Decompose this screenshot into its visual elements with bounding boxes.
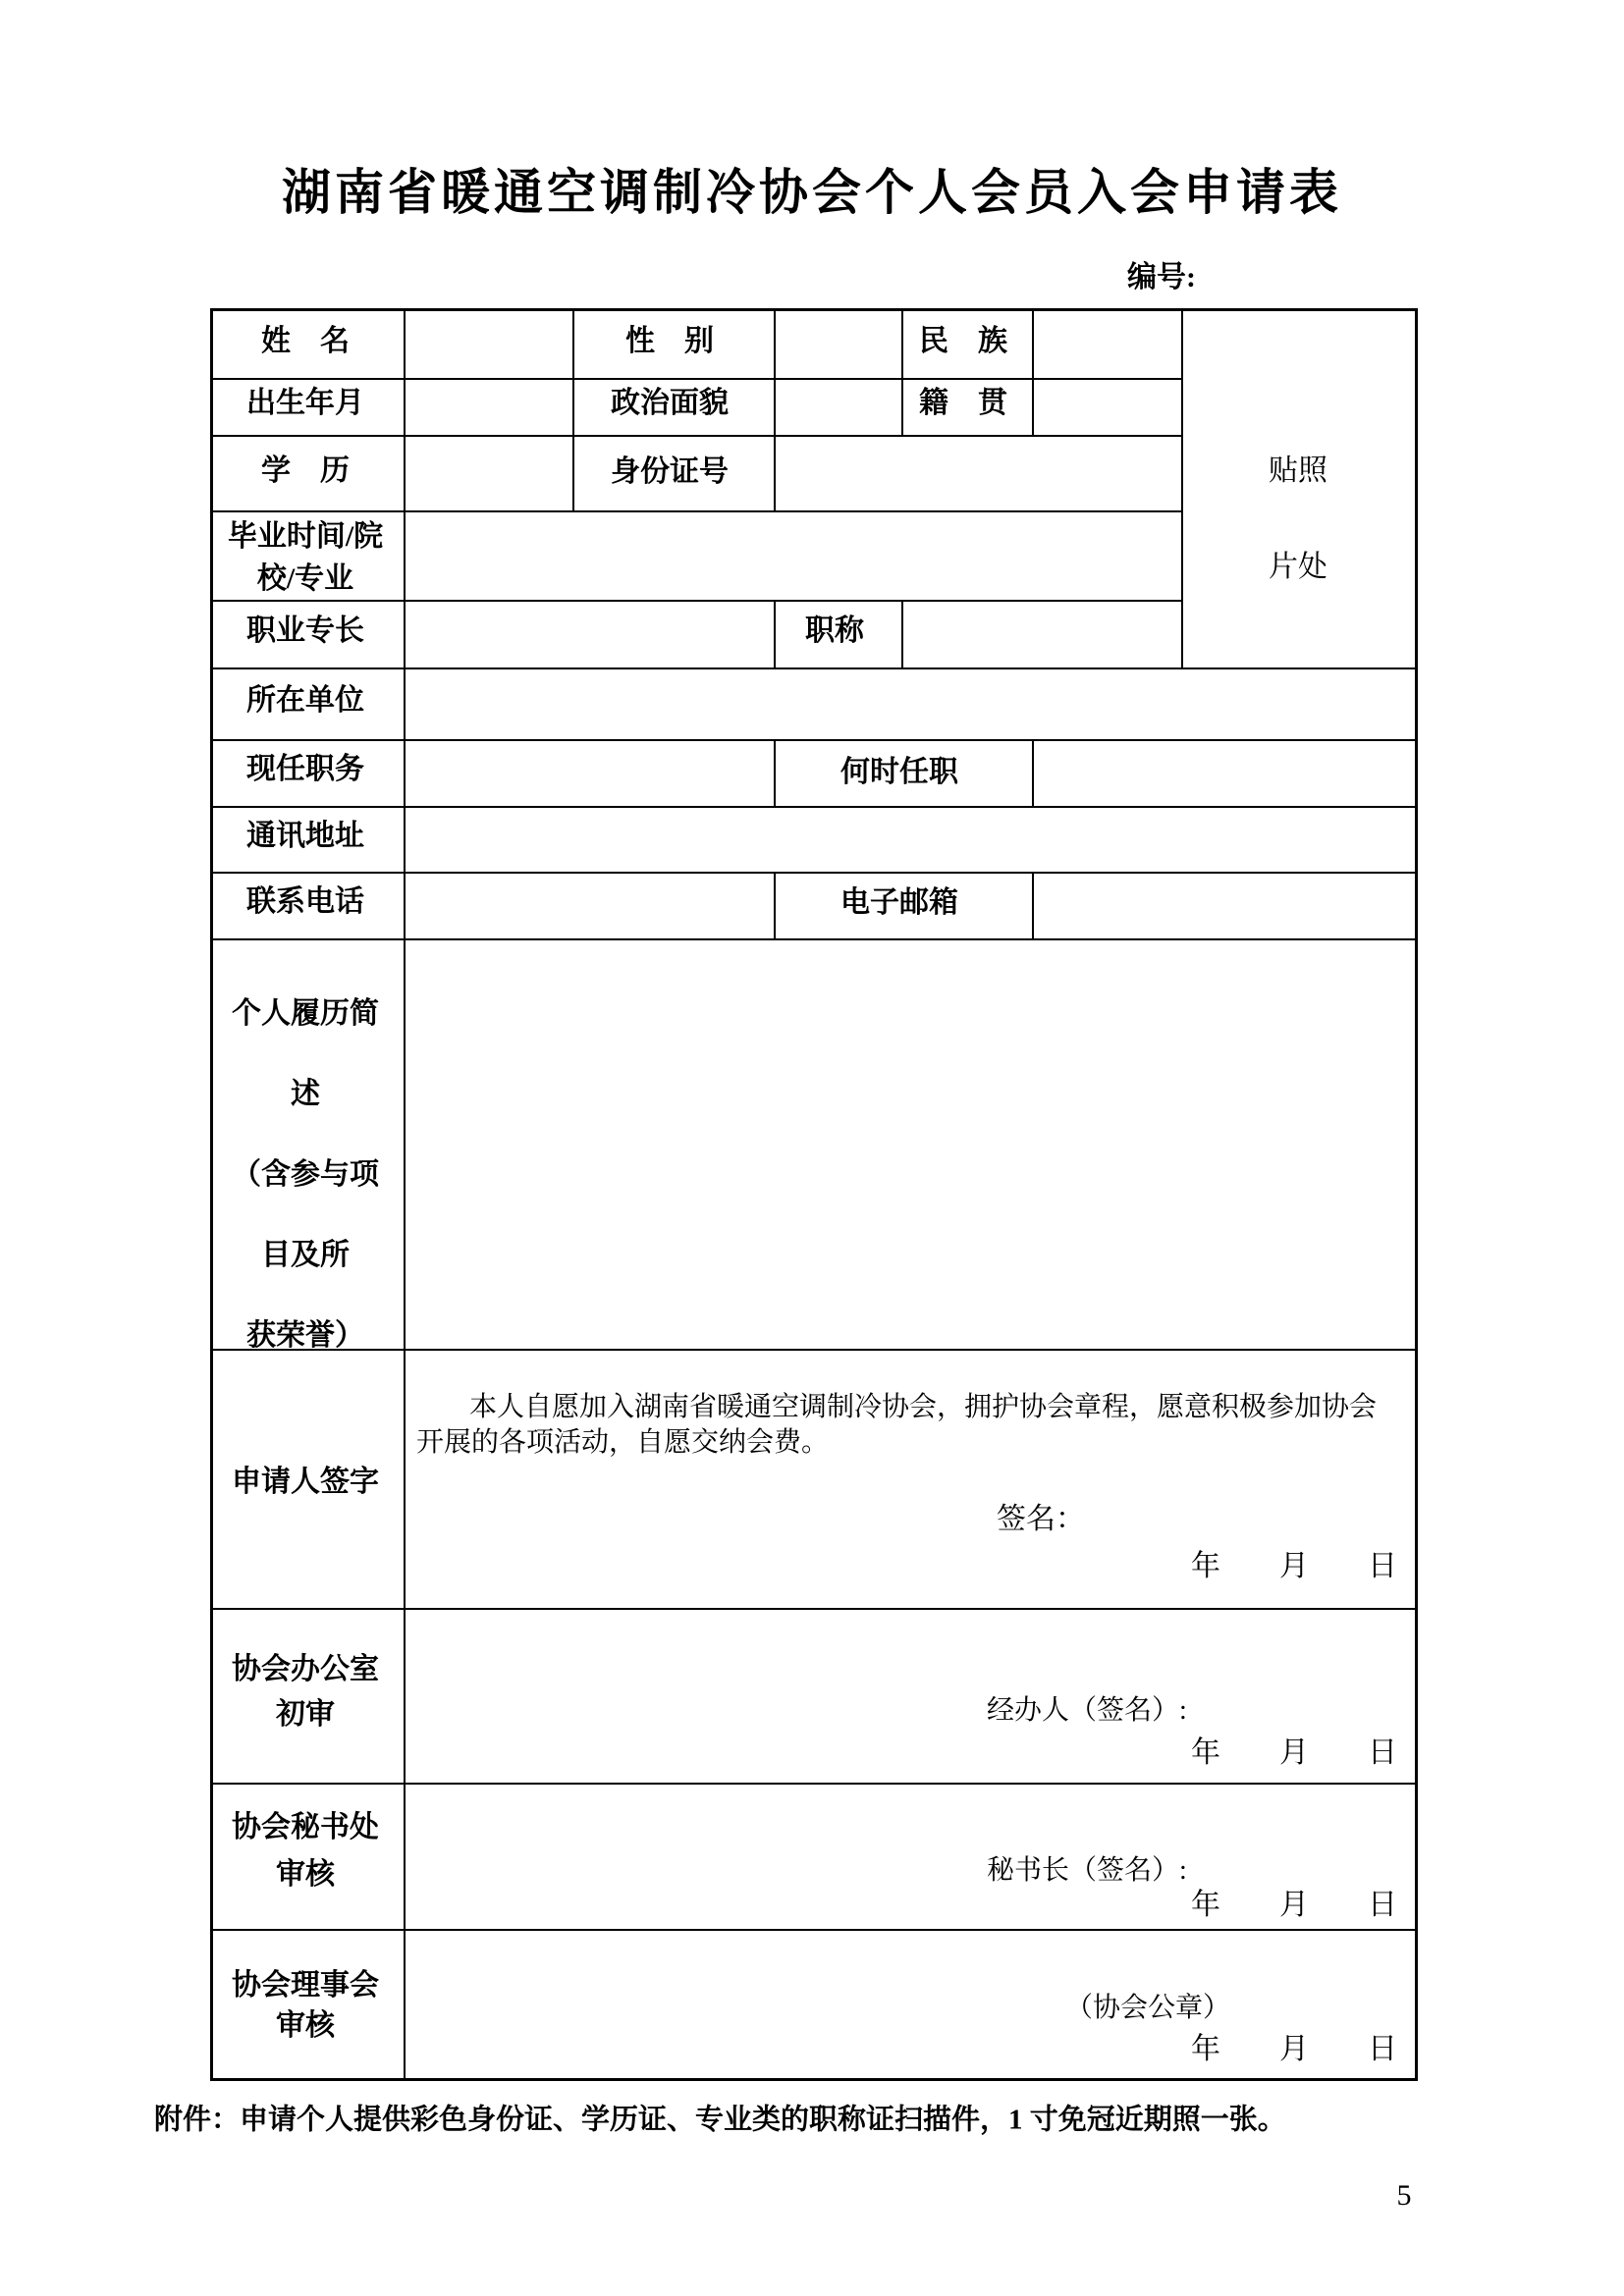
office-review-label-line1: 协会办公室 xyxy=(232,1653,379,1685)
resume-label-line4: 目及所 xyxy=(261,1239,350,1271)
education-label: 学 历 xyxy=(261,454,350,487)
applicant-sign-label: 申请人签字 xyxy=(232,1466,379,1498)
mailing-address-value-cell xyxy=(401,803,1418,869)
email-value-cell xyxy=(1029,869,1418,935)
date-line-council: 年 月 日 xyxy=(1191,2033,1397,2065)
job-title-label: 职称 xyxy=(805,614,864,647)
pledge-line2: 开展的各项活动，自愿交纳会费。 xyxy=(416,1427,830,1458)
grid-line xyxy=(774,739,776,806)
resume-label-line2: 述 xyxy=(291,1078,320,1110)
current-position-label: 现任职务 xyxy=(246,753,364,785)
email-label: 电子邮箱 xyxy=(840,886,958,919)
current-position-value-cell xyxy=(401,736,771,803)
work-unit-value-cell xyxy=(401,665,1418,736)
pledge-line1: 本人自愿加入湖南省暖通空调制冷协会，拥护协会章程，愿意积极参加协会 xyxy=(469,1392,1378,1422)
date-line-office: 年 月 日 xyxy=(1191,1736,1397,1769)
grid-line xyxy=(774,600,776,667)
tenure-time-value-cell xyxy=(1029,736,1418,803)
page-number: 5 xyxy=(1396,2179,1412,2212)
graduation-label-line1: 毕业时间/院 xyxy=(227,520,384,553)
photo-label-line1: 贴照 xyxy=(1269,454,1327,487)
name-value-cell xyxy=(401,308,569,375)
political-status-value-cell xyxy=(771,375,898,432)
signature-label: 签名： xyxy=(997,1503,1085,1535)
grid-line xyxy=(774,872,776,938)
office-review-label-line2: 初审 xyxy=(276,1698,335,1731)
name-label: 姓 名 xyxy=(261,325,350,357)
native-place-value-cell xyxy=(1029,375,1178,432)
secretary-signature-label: 秘书长（签名）: xyxy=(987,1855,1187,1886)
birth-date-label: 出生年月 xyxy=(246,387,364,419)
native-place-label: 籍 贯 xyxy=(919,387,1007,419)
education-value-cell xyxy=(401,432,569,507)
council-review-label-line2: 审核 xyxy=(276,2009,335,2042)
gender-value-cell xyxy=(771,308,898,375)
tenure-time-label: 何时任职 xyxy=(840,756,958,788)
graduation-value-cell xyxy=(401,507,1178,597)
secretariat-review-label-line2: 审核 xyxy=(276,1858,335,1891)
work-unit-label: 所在单位 xyxy=(246,684,364,717)
job-title-value-cell xyxy=(898,597,1178,665)
handler-signature-label: 经办人（签名）: xyxy=(987,1695,1187,1726)
phone-value-cell xyxy=(401,869,771,935)
phone-label: 联系电话 xyxy=(246,885,364,918)
ethnicity-label: 民 族 xyxy=(919,325,1007,357)
political-status-label: 政治面貌 xyxy=(611,387,729,419)
id-number-value-cell xyxy=(771,432,1178,507)
grid-line xyxy=(901,311,903,435)
secretariat-review-label-line1: 协会秘书处 xyxy=(232,1811,379,1843)
attachment-note: 附件：申请个人提供彩色身份证、学历证、专业类的职称证扫描件，1 寸免冠近期照一张。 xyxy=(154,2104,1286,2136)
date-line-secretariat: 年 月 日 xyxy=(1191,1889,1397,1921)
association-seal-label: （协会公章） xyxy=(1065,1993,1231,2023)
resume-label-line5: 获荣誉） xyxy=(246,1319,364,1352)
birth-date-value-cell xyxy=(401,375,569,432)
mailing-address-label: 通讯地址 xyxy=(246,820,364,852)
ethnicity-value-cell xyxy=(1029,308,1178,375)
graduation-label-line2: 校/专业 xyxy=(256,562,354,595)
specialty-value-cell xyxy=(401,597,771,665)
grid-line xyxy=(572,311,574,510)
photo-label-line2: 片处 xyxy=(1269,551,1327,583)
id-number-label: 身份证号 xyxy=(611,455,729,488)
specialty-label: 职业专长 xyxy=(246,614,364,647)
gender-label: 性 别 xyxy=(625,325,714,357)
council-review-label-line1: 协会理事会 xyxy=(232,1969,379,2002)
resume-label-line3: （含参与项 xyxy=(232,1158,379,1191)
resume-value-cell xyxy=(401,935,1418,1346)
form-title: 湖南省暖通空调制冷协会个人会员入会申请表 xyxy=(282,165,1342,220)
date-line-applicant: 年 月 日 xyxy=(1191,1550,1397,1582)
serial-number-label: 编号: xyxy=(1127,261,1196,294)
resume-label-line1: 个人履历简 xyxy=(232,997,379,1030)
